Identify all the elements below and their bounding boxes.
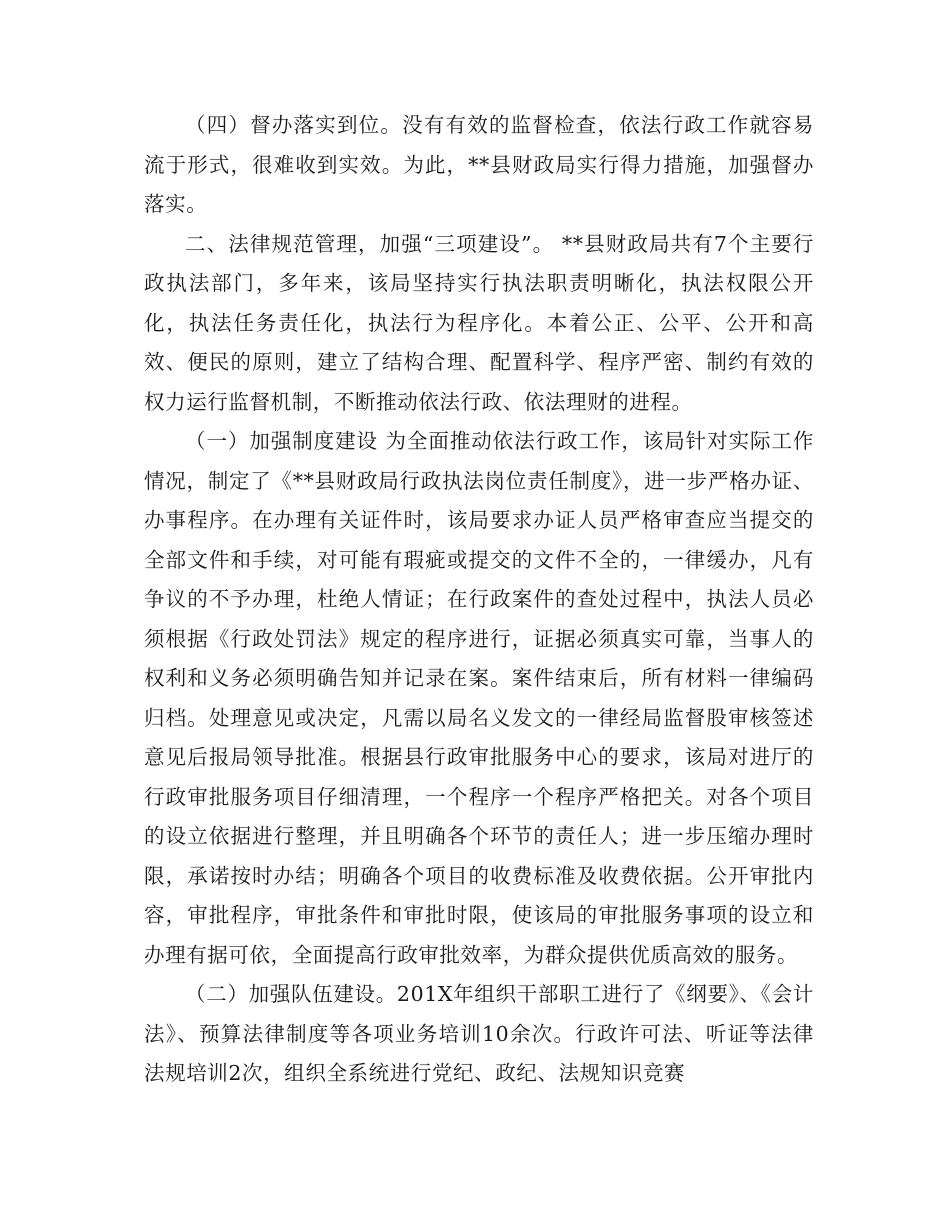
paragraph-supervision: （四）督办落实到位。没有有效的监督检查，依法行政工作就容易流于形式，很难收到实效。为此，**县财政局实行得力措施，加强督办落实。 bbox=[144, 113, 814, 216]
paragraph-team-building: （二）加强队伍建设。201X年组织干部职工进行了《纲要》、《会计法》、预算法律制度等各项业务培训10余次。行政许可法、听证等法律法规培训2次，组织全系统进行党纪、政纪、法规知识竞赛 bbox=[144, 982, 814, 1085]
paragraph-legal-management: 二、法律规范管理，加强“三项建设”。 **县财政局共有7个主要行政执法部门，多年来，该局坚持实行执法职责明晰化，执法权限公开化，执法任务责任化，执法行为程序化。本着公正、公平、公开和高效、便民的原则，建立了结构合理、配置科学、程序严密、制约有效的权力运行监督机制，不断推动依法行政、依法理财的进程。 bbox=[144, 231, 814, 414]
paragraph-system-building: （一）加强制度建设 为全面推动依法行政工作，该局针对实际工作情况，制定了《**县财政局行政执法岗位责任制度》，进一步严格办证、办事程序。在办理有关证件时，该局要求办证人员严格审查应当提交的全部文件和手续，对可能有瑕疵或提交的文件不全的，一律缓办，凡有争议的不予办理，杜绝人情证；在行政案件的查处过程中，执法人员必须根据《行政处罚法》规定的程序进行，证据必须真实可靠，当事人的权利和义务必须明确告知并记录在案。案件结束后，所有材料一律编码归档。处理意见或决定，凡需以局名义发文的一律经局监督股审核签述意见后报局领导批准。根据县行政审批服务中心的要求，该局对进厅的行政审批服务项目仔细清理，一个程序一个程序严格把关。对各个项目的设立依据进行整理，并且明确各个环节的责任人；进一步压缩办理时限，承诺按时办结；明确各个项目的收费标准及收费依据。公开审批内容，审批程序，审批条件和审批时限，使该局的审批服务事项的设立和办理有据可依，全面提高行政审批效率，为群众提供优质高效的服务。 bbox=[144, 429, 814, 967]
document-body bbox=[144, 106, 814, 1094]
